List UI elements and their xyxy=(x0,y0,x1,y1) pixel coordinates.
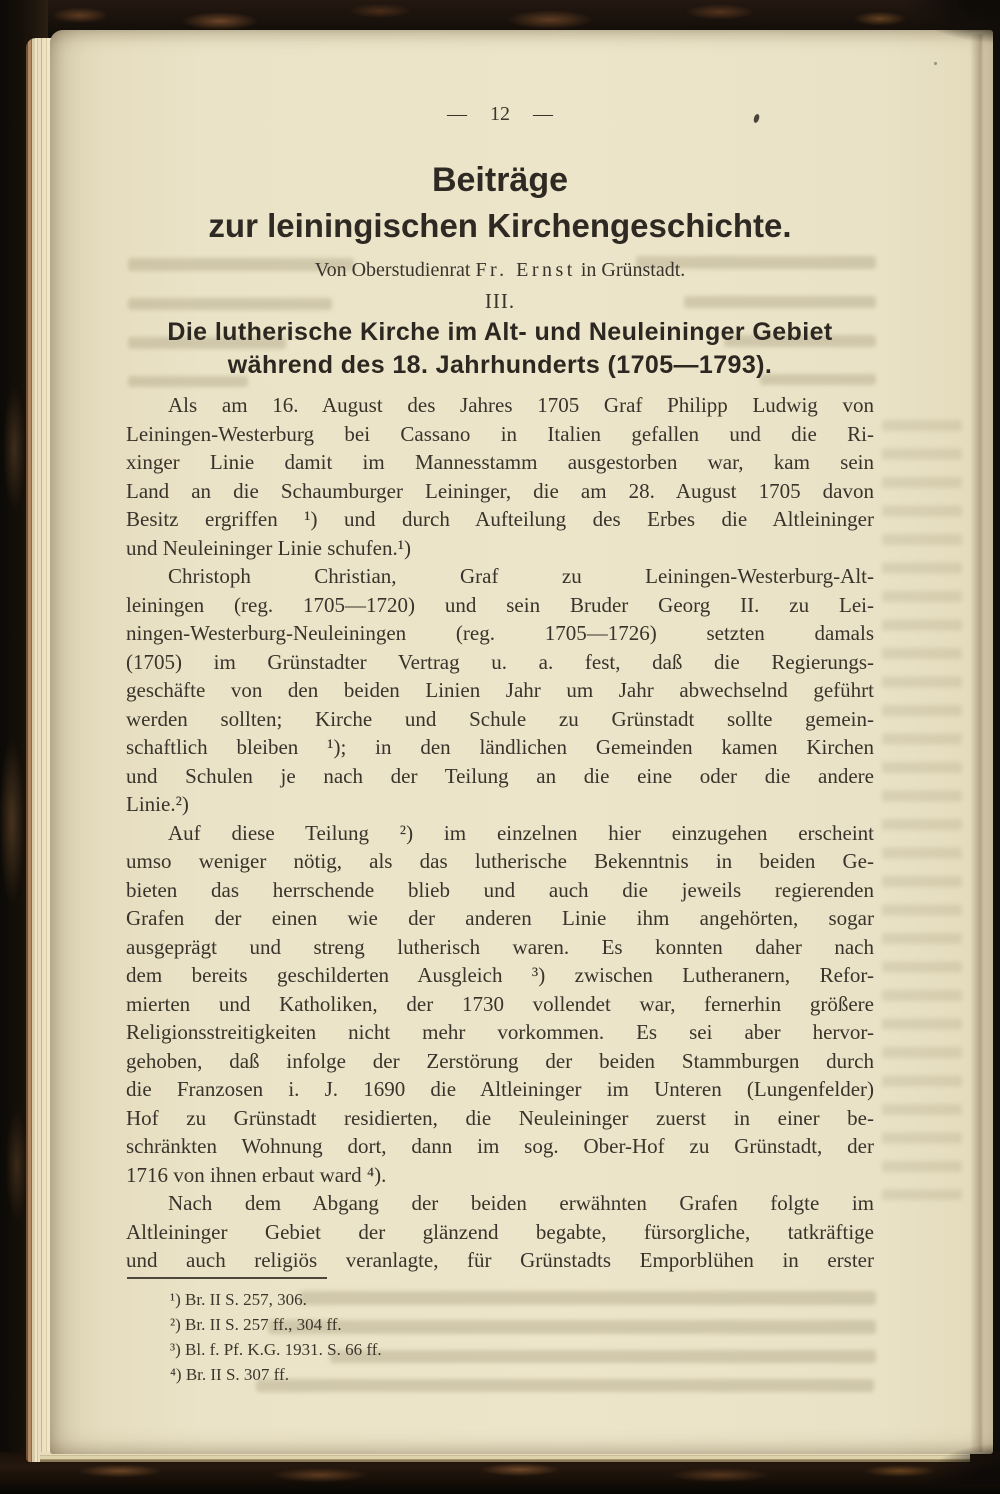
byline xyxy=(126,259,874,282)
text-line: die Franzosen i. J. 1690 die Altleininger im Unteren (Lungenfelder) xyxy=(126,1077,874,1101)
byline-author: Fr. Ernst xyxy=(475,259,576,281)
text-line: 1716 von ihnen erbaut ward ⁴). xyxy=(126,1162,387,1187)
paragraph xyxy=(126,1189,874,1275)
text-line: Besitz ergriffen ¹) und durch Aufteilung des Erbes die Altleininger xyxy=(126,507,874,531)
text-line: Als am 16. August des Jahres 1705 Graf Philipp Ludwig von xyxy=(168,393,874,417)
text-line: xinger Linie damit im Mannesstamm ausgestorben war, kam sein xyxy=(126,450,874,474)
text-line: Hof zu Grünstadt residierten, die Neuleininger zuerst in einer be- xyxy=(126,1105,874,1130)
paragraphs xyxy=(126,391,874,1275)
page-number: — 12 — xyxy=(447,103,553,125)
paragraph xyxy=(126,562,874,819)
text-line: und auch religiös veranlagte, für Grünstadts Emporblühen in erster xyxy=(126,1248,874,1272)
text-line: gehoben, daß infolge der Zerstörung der beiden Stammburgen durch xyxy=(126,1048,874,1073)
text-line: ningen-Westerburg-Neuleiningen (reg. 1705—1726) setzten damals xyxy=(126,621,874,645)
article-title-line1: Beiträge xyxy=(431,161,569,199)
text-line: mierten und Katholiken, der 1730 vollendet war, fernerhin größere xyxy=(126,991,874,1016)
text-line: Nach dem Abgang der beiden erwähnten Grafen folgte im xyxy=(168,1191,874,1215)
text-line: Leiningen-Westerburg bei Cassano in Italien gefallen und die Ri- xyxy=(126,421,874,446)
text-line: schränkten Wohnung dort, dann im sog. Ober-Hof zu Grünstadt, der xyxy=(126,1134,874,1158)
byline-suffix: in Grünstadt. xyxy=(575,259,686,281)
text-line: und Neuleininger Linie schufen.¹) xyxy=(126,535,412,560)
text-line: leiningen (reg. 1705—1720) und sein Bruder Georg II. zu Lei- xyxy=(126,592,874,617)
footnote-rule xyxy=(127,1277,327,1279)
footnote: ⁴) Br. II S. 307 ff. xyxy=(170,1365,289,1384)
text-line: geschäfte von den beiden Linien Jahr um Jahr abwechselnd geführt xyxy=(126,678,874,702)
paragraph xyxy=(126,819,874,1190)
text-line: dem bereits geschilderten Ausgleich ³) zwischen Lutheranern, Refor- xyxy=(126,963,874,987)
section-numeral: III. xyxy=(484,289,516,313)
text-line: bieten das herrschende blieb und auch die jeweils regierenden xyxy=(126,877,874,902)
chapter-heading-line1: Die lutherische Kirche im Alt- und Neuleininger Gebiet xyxy=(167,318,833,346)
footnote: ³) Bl. f. Pf. K.G. 1931. S. 66 ff. xyxy=(170,1340,382,1359)
footnote: ²) Br. II S. 257 ff., 304 ff. xyxy=(170,1315,342,1334)
text-line: Linie.²) xyxy=(126,792,189,816)
text-line: Grafen der einen wie der anderen Linie ihm angehörten, sogar xyxy=(126,906,874,930)
footnotes xyxy=(170,1287,870,1387)
text-line: schaftlich bleiben ¹); in den ländlichen Gemeinden kamen Kirchen xyxy=(126,735,874,759)
text-line: umso weniger nötig, als das lutherische Bekenntnis in beiden Ge- xyxy=(126,849,874,873)
text-line: Land an die Schaumburger Leininger, die am 28. August 1705 davon xyxy=(126,478,874,503)
text-line: und Schulen je nach der Teilung an die eine oder die andere xyxy=(126,763,874,788)
byline-prefix: Von Oberstudienrat xyxy=(314,259,476,281)
chapter-heading-line2: während des 18. Jahrhunderts (1705—1793). xyxy=(227,351,773,379)
text-line: ausgeprägt und streng lutherisch waren. Es konnten daher nach xyxy=(126,934,874,959)
text-line: werden sollten; Kirche und Schule zu Grünstadt sollte gemein- xyxy=(126,706,874,731)
text-line: Religionsstreitigkeiten nicht mehr vorkommen. Es sei aber hervor- xyxy=(126,1020,874,1044)
text-line: (1705) im Grünstadter Vertrag u. a. fest, daß die Regierungs- xyxy=(126,649,874,674)
text-line: Christoph Christian, Graf zu Leiningen-Westerburg-Alt- xyxy=(168,564,874,588)
article-title-line2: zur leiningischen Kirchengeschichte. xyxy=(208,207,792,244)
paragraph xyxy=(126,391,874,562)
footnote: ¹) Br. II S. 257, 306. xyxy=(170,1290,307,1309)
text-line: Auf diese Teilung ²) im einzelnen hier einzugehen erscheint xyxy=(168,820,874,845)
text-line: Altleininger Gebiet der glänzend begabte, fürsorgliche, tatkräftige xyxy=(126,1219,874,1244)
